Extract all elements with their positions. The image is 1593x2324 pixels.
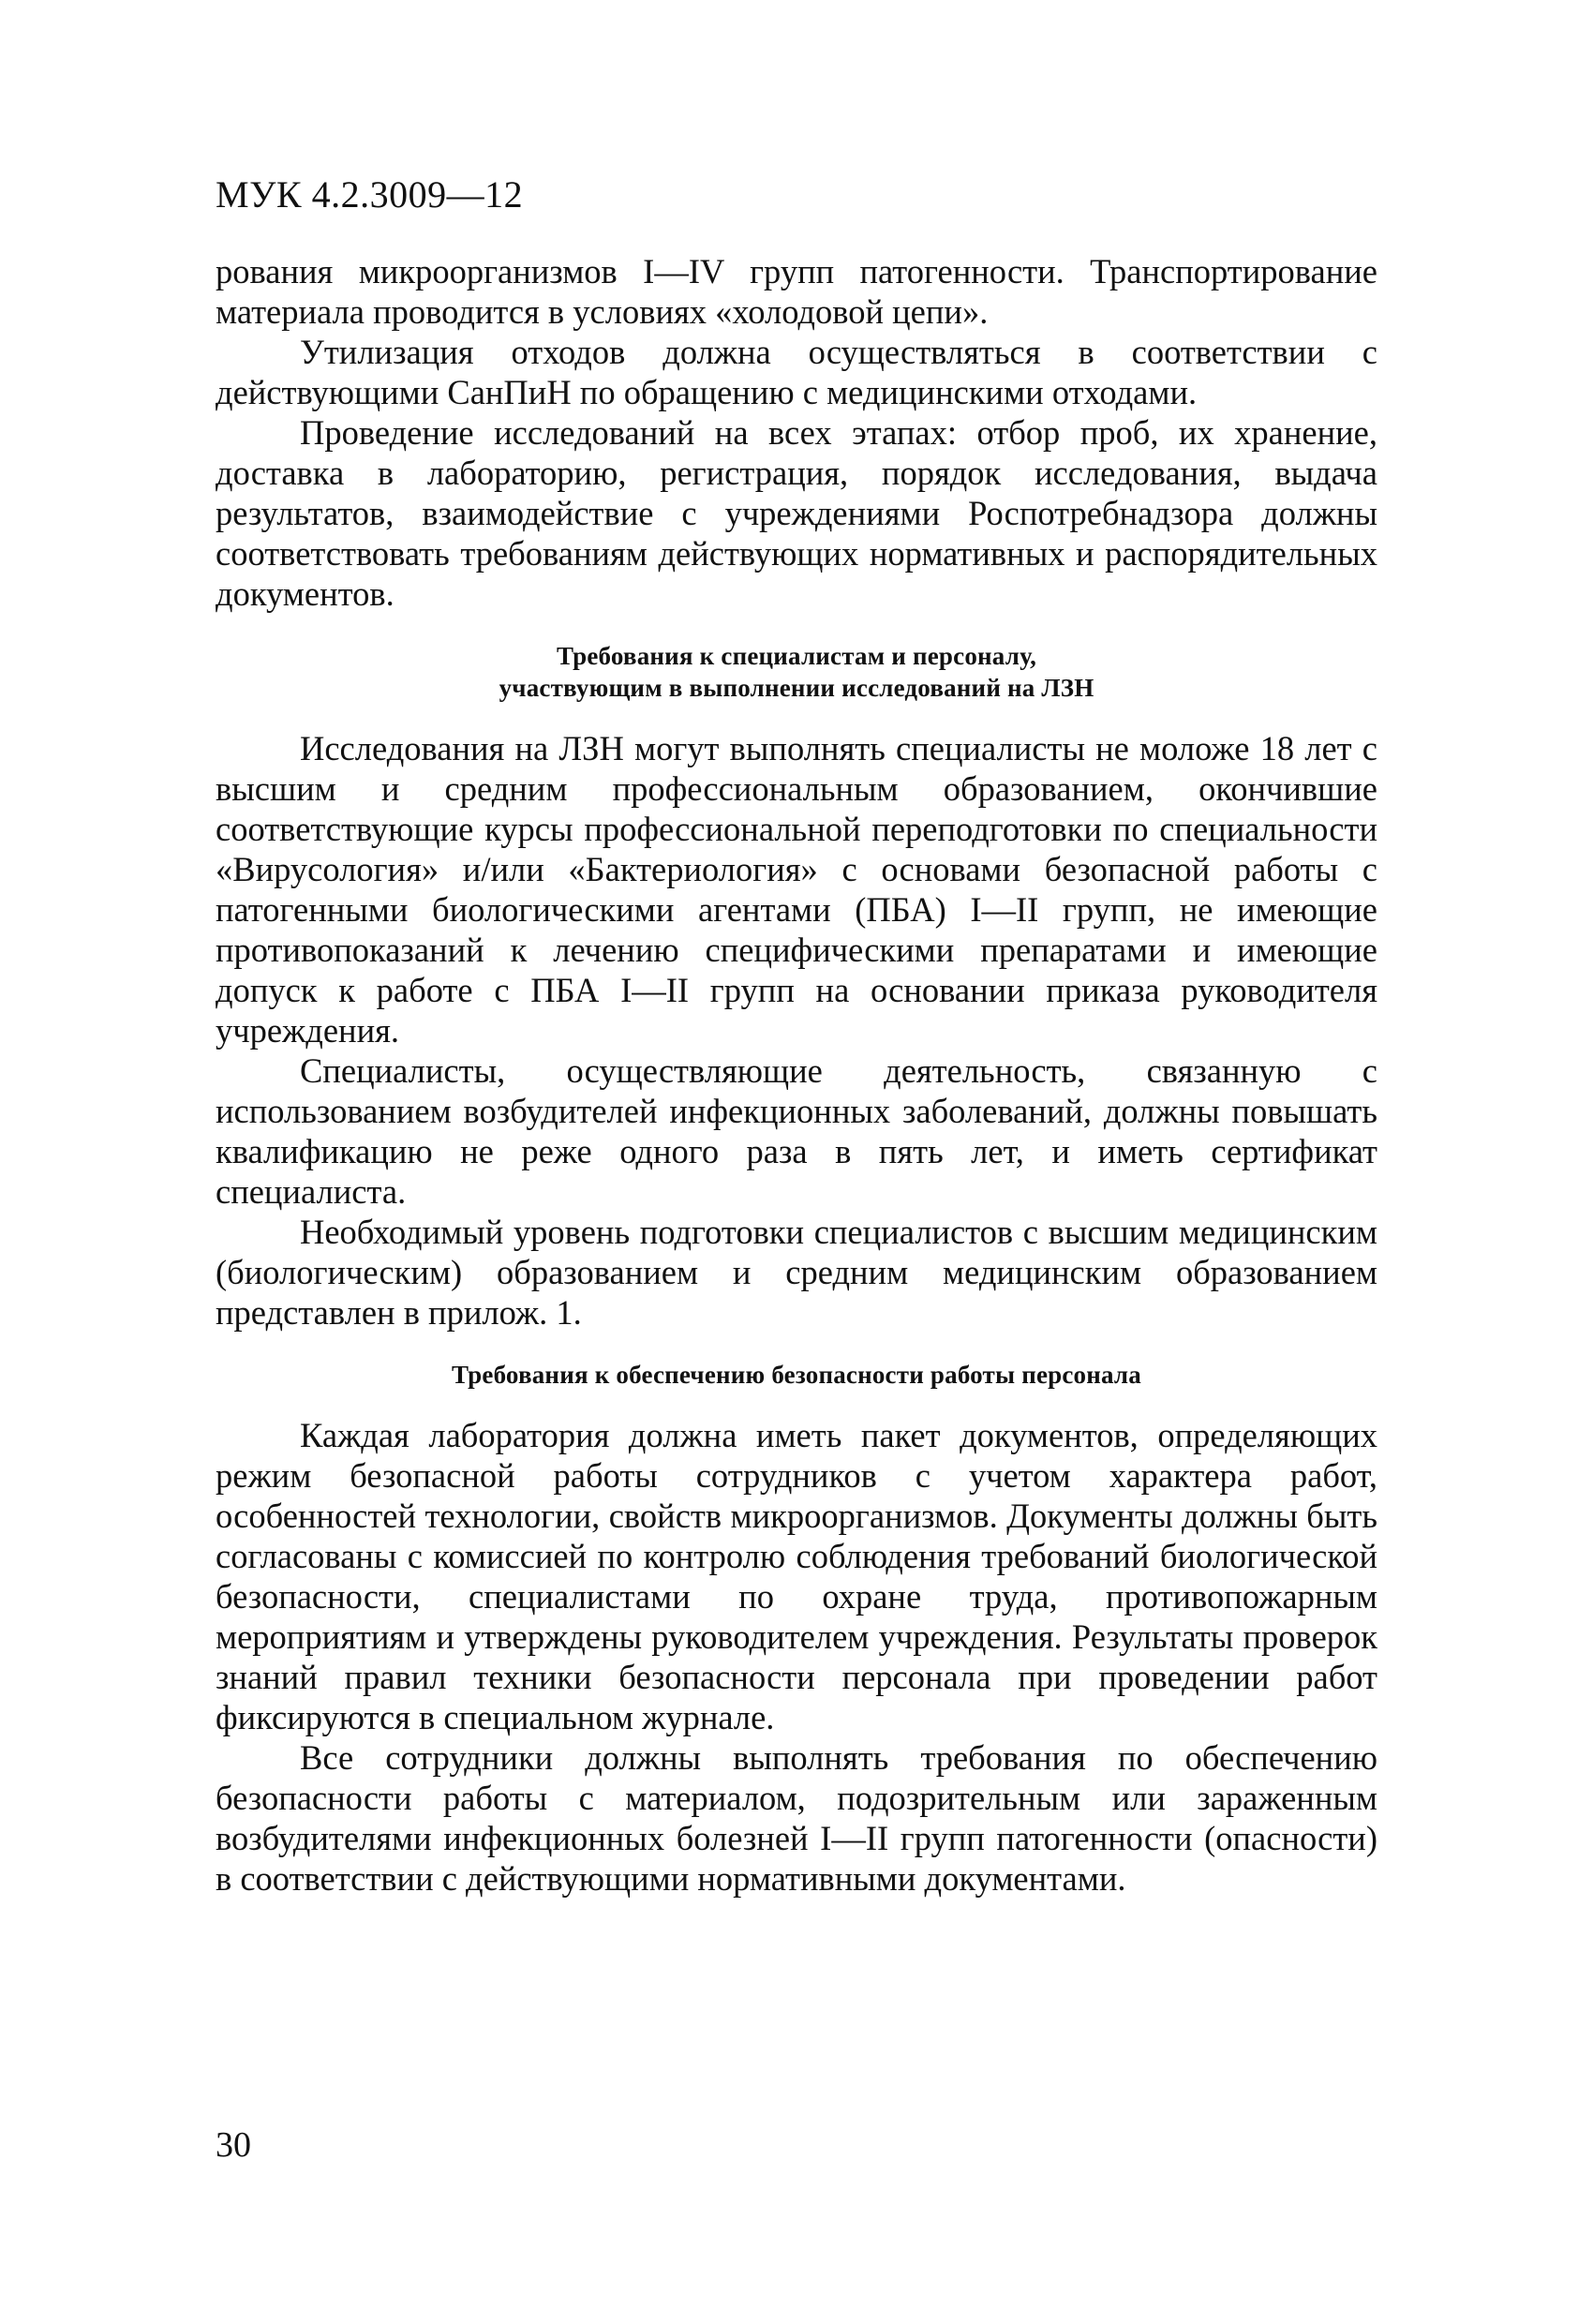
paragraph-research-stages: Проведение исследований на всех этапах: отбор проб, их хранение, доставка в лабораторию, регистрация, порядок исследования, выдача результатов, взаимодействие с учреждениями Роспотребнадзора должны соответствовать требованиям действующих нормативных и распорядительных документов.	[216, 413, 1377, 613]
section-heading-safety-requirements	[216, 1359, 1377, 1391]
section-heading-staff-line-1: Требования к специалистам и персоналу,	[556, 642, 1037, 670]
document-body	[216, 251, 1377, 1899]
page-number: 30	[216, 2125, 251, 2165]
paragraph-waste-disposal: Утилизация отходов должна осуществляться в соответствии с действующими СанПиН по обращению с медицинскими отходами.	[216, 333, 1377, 411]
paragraph-staff-qualification: Исследования на ЛЗН могут выполнять специалисты не моложе 18 лет с высшим и средним профессиональным образованием, окончившие соответствующие курсы профессиональной переподготовки по специальности «Вирусология» и/или «Бактериология» с основами безопасной работы с патогенными биологическими агентами (ПБА) I—II групп, не имеющие противопоказаний к лечению специфическими препаратами и имеющие допуск к работе с ПБА I—II групп на основании приказа руководителя учреждения.	[216, 729, 1377, 1050]
section-heading-safety-line: Требования к обеспечению безопасности работы персонала	[452, 1361, 1141, 1389]
paragraph-staff-level: Необходимый уровень подготовки специалистов с высшим медицинским (биологическим) образованием и средним медицинским образованием представлен в прилож. 1.	[216, 1213, 1377, 1332]
paragraph-staff-training: Специалисты, осуществляющие деятельность, связанную с использованием возбудителей инфекционных заболеваний, должны повышать квалификацию не реже одного раза в пять лет, и иметь сертификат специалиста.	[216, 1051, 1377, 1211]
paragraph-continuation: рования микроорганизмов I—IV групп патогенности. Транспортирование материала проводится в условиях «холодовой цепи».	[216, 252, 1377, 331]
paragraph-safety-compliance: Все сотрудники должны выполнять требования по обеспечению безопасности работы с материалом, подозрительным или зараженным возбудителями инфекционных болезней I—II групп патогенности (опасности) в соответствии с действующими нормативными документами.	[216, 1738, 1377, 1898]
section-heading-staff-requirements	[216, 640, 1377, 704]
paragraph-safety-documents: Каждая лаборатория должна иметь пакет документов, определяющих режим безопасной работы сотрудников с учетом характера работ, особенностей технологии, свойств микроорганизмов. Документы должны быть согласованы с комиссией по контролю соблюдения требований биологической безопасности, специалистами по охране труда, противопожарным мероприятиям и утверждены руководителем учреждения. Результаты проверок знаний правил техники безопасности персонала при проведении работ фиксируются в специальном журнале.	[216, 1416, 1377, 1736]
document-code-header: МУК 4.2.3009—12	[216, 173, 524, 216]
section-heading-staff-line-2: участвующим в выполнении исследований на ЛЗН	[499, 674, 1094, 702]
